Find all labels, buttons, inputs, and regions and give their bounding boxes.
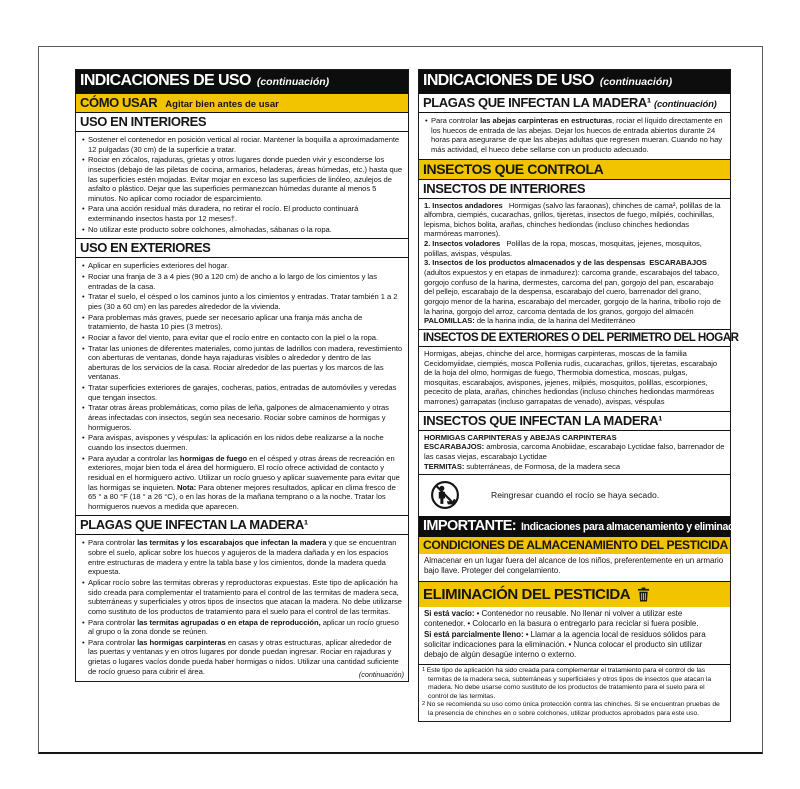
bullet-item: • Rociar a favor del viento, para evitar que el rocío entre en contacto con la piel o la ropa. bbox=[81, 333, 403, 343]
bullet-item: • Para controlar las termitas y los escarabajos que infectan la madera y que se encuentran sobre el suelo, aplicar sobre los huecos y agujeros de la madera dañada y en los espacios entre estructuras de madera y entre la tabla base y los cimientos, donde la madera queda expuesta. bbox=[81, 538, 403, 577]
bullet-item: • Tratar las uniones de diferentes materiales, como juntas de ladrillos con madera, revestimiento con aberturas de ventanas, donde haya rajaduras visibles o alrededor y dentro de las aberturas de los servicios de la casa. Rociar alrededor de las puertas y los marcos de las ventanas. bbox=[81, 344, 403, 383]
como-usar-bar bbox=[76, 93, 408, 112]
bullet-item: • Para avispas, avispones y véspulas: la aplicación en los nidos debe realizarse a la noche cuando los insectos duermen. bbox=[81, 433, 403, 452]
uso-interiores-bullets bbox=[76, 132, 408, 238]
eliminacion-text bbox=[419, 607, 730, 665]
page-title: INDICACIONES DE USO bbox=[80, 72, 251, 89]
plagas-cont-header-text: PLAGAS QUE INFECTAN LA MADERA¹ bbox=[423, 95, 651, 110]
text-paragraph: 1 Este tipo de aplicación ha sido creada para complementar el tratamiento para el control de las termitas de la madera seca, subterráneas y superficiales y otros tipos de insectos que atacan la madera. No debe usarse como sustituto de los productos de tratamiento para el suelo para el control de las termitas. bbox=[422, 667, 712, 700]
reentry-statement bbox=[419, 474, 730, 516]
section-header-insectos-exteriores: INSECTOS DE EXTERIORES O DEL PERIMETRO DEL HOGAR bbox=[419, 329, 730, 347]
text-paragraph: 2 No se recomienda su uso como única protección contra las chinches. Si se encuentran pruebas de la presencia de chinches en o sobre colchones, utilizar productos aprobados para este uso. bbox=[422, 701, 720, 717]
text-paragraph: PALOMILLAS: de la harina india, de la harina del Mediterráneo bbox=[424, 316, 636, 326]
eliminacion-header-text: ELIMINACIÓN DEL PESTICIDA bbox=[423, 585, 631, 603]
insectos-interiores-list bbox=[419, 199, 730, 329]
text-paragraph: 2. Insectos voladores Polillas de la ropa, moscas, mosquitas, jejenes, mosquitos, polillas, avispas, véspulas. bbox=[424, 239, 702, 258]
bullet-item: • Aplicar en superficies exteriores del hogar. bbox=[81, 261, 403, 271]
uso-exteriores-bullets bbox=[76, 258, 408, 515]
no-people-pets-icon bbox=[429, 479, 461, 511]
text-paragraph: 3. Insectos de los productos almacenados y de las despensas ESCARABAJOS (adultos expuestos y en etapas de inmadurez): carcoma grande, escarabajos del tabaco, gorgojo confuso de la harina, dermestes, carcoma del pan, gorgojo del pan, escarabajo del pellejo, escarabajo de la despensa, escarabajo del cuero, barrenador del grano, gorgojo menor de la harina, escarabajo del mercader, gorgojo de la harina, tribolio rojo de la harina, gorgojo del arroz, carcoma dentada de los granos, gorgojo del almacén bbox=[424, 258, 721, 316]
reentry-text: Reingresar cuando el rocío se haya secado. bbox=[491, 490, 660, 501]
section-header-insectos-interiores: INSECTOS DE INTERIORES bbox=[419, 179, 730, 199]
bullet-item: • Para una acción residual más duradera, no retirar el rocío. El producto continuará exterminando insectos hasta por 12 meses†. bbox=[81, 204, 403, 223]
text-paragraph: Almacenar en un lugar fuera del alcance de los niños, preferentemente en un armario bajo llave. Proteger del congelamiento. bbox=[424, 556, 724, 576]
plagas-madera-bullets bbox=[76, 535, 408, 680]
text-paragraph: TERMITAS: subterráneas, de Formosa, de la madera seca bbox=[424, 461, 620, 471]
bullet-item: • No utilizar este producto sobre colchones, almohadas, sábanas o la ropa. bbox=[81, 225, 403, 235]
label-outline bbox=[38, 46, 763, 754]
como-usar-subtext: Agitar bien antes de usar bbox=[165, 99, 279, 110]
title-continuation-right: (continuación) bbox=[599, 76, 673, 88]
insectos-exteriores-list bbox=[419, 347, 730, 411]
bullet-item: • Para controlar las termitas agrupadas o en etapa de reproducción, aplicar un rocío grueso al grupo o la zona donde se reúnen. bbox=[81, 618, 403, 637]
como-usar-label: CÓMO USAR bbox=[80, 95, 158, 110]
section-header-insectos-madera: INSECTOS QUE INFECTAN LA MADERA¹ bbox=[419, 411, 730, 431]
continuation-note: (continuación) bbox=[358, 670, 404, 680]
insectos-controla-bar: INSECTOS QUE CONTROLA bbox=[419, 159, 730, 179]
almacenamiento-text bbox=[419, 554, 730, 580]
bullet-item: • Para controlar las abejas carpinteras en estructuras, rociar el líquido directamente en los huecos de entrada de las abejas. Dejar los huecos de entrada abiertos durante 24 horas para asegurarse de que las abejas adultas que regresen mueran. Cuando no hay más actividad, el hueco debe sellarse con un producto adecuado. bbox=[424, 116, 725, 155]
right-column bbox=[418, 69, 749, 722]
eliminacion-header bbox=[419, 581, 730, 607]
section-header-plagas-madera: PLAGAS QUE INFECTAN LA MADERA¹ bbox=[76, 515, 408, 535]
bullet-item: • Tratar otras áreas problemáticas, como pilas de leña, galpones de almacenamiento y otras áreas infectadas con insectos, según sea necesario. Rociar sobre caminos de hormigas y hormigueros. bbox=[81, 403, 403, 432]
insectos-madera-list bbox=[419, 431, 730, 475]
right-title-bar bbox=[419, 70, 730, 93]
text-paragraph: 1. Insectos andadores Hormigas (salvo las faraonas), chinches de cama², polillas de la alfombra, ciempiés, cucarachas, grillos, tijeretas, insectos de fuego, milpiés, cochinillas, lepisma, bichos bolita, arañas, chinches hediondas (incluso chinches hediondas marmóreas marrones). bbox=[424, 200, 721, 239]
bullet-item: • Rociar en zócalos, rajaduras, grietas y otros lugares donde pueden vivir y esconderse los insectos (debajo de las piletas de cocina, armarios, heladeras, áreas húmedas, etc.) hasta que las superficies estén mojadas. Evitar mojar en exceso las superficies de linóleo, azulejos de asfalto o plástico. Dejar que las superficies permanezcan húmedas durante al menos 5 minutos. No aplicar como rociador de esparcimiento. bbox=[81, 155, 403, 203]
left-title-bar bbox=[76, 70, 408, 93]
bullet-item: • Aplicar rocío sobre las termitas obreras y reproductoras expuestas. Este tipo de aplicación ha sido creada para complementar el tratamiento para el control de las termitas de madera seca, subterráneas y superficiales y otros tipos de insectos que atacan la madera. No debe utilizarse como sustituto de los productos de tratamiento para el suelo para el control de las termitas. bbox=[81, 578, 403, 617]
almacenamiento-header: CONDICIONES DE ALMACENAMIENTO DEL PESTICIDA bbox=[419, 537, 730, 554]
text-paragraph: Hormigas, abejas, chinche del arce, hormigas carpinteras, moscas de la familia Cecidomyiidae, ciempiés, mosca Pollenia rudis, cucarachas, grillos, tijeretas, escarabajo de la hoja del olmo, hormigas de fuego, Thermobia domestica, moscas, pulgas, mosquitas, escarabajos, avispones, jejenes, milpiés, mosquitos, polillas, escorpiones, pececito de plata, arañas, chinches hediondas (incluso chinches hediondas marmóreas marrones) garrapatas (incluso garrapatas de venado), avispas, véspulas bbox=[424, 348, 718, 407]
text-paragraph: ESCARABAJOS: ambrosia, carcoma Anobiidae, escarabajo Lyctidae falso, barrenador de las casas viejas, escarabajo Lyctidae bbox=[424, 442, 725, 462]
title-continuation: (continuación) bbox=[256, 76, 330, 88]
left-column bbox=[75, 69, 409, 682]
bullet-item: • Para ayudar a controlar las hormigas de fuego en el césped y otras áreas de recreación en exteriores, mojar bien toda el área del hormiguero. El rocío ofrece actividad de contacto y residual en el hormiguero activo. Utilizar un rocío grueso y aplicar suavemente para evitar que las hormigas se inquieten. Nota: Para obtener mejores resultados, aplicar en clima fresco de 65 ° a 80 °F (18 ° a 26 °C), o en las horas de la mañana temprano o a la noche. Tratar los hormigueros nuevos a medida que aparecen. bbox=[81, 454, 403, 512]
bullet-item: • Para controlar las hormigas carpinteras en casas y otras estructuras, aplicar alrededor de las puertas y ventanas y en otros lugares por donde puedan ingresar. Rociar en rajaduras y grietas o lugares vacíos donde pueda haber hormigas o nidos. Utilizar una cantidad suficiente de rocío grueso para cubrir el área. bbox=[81, 638, 403, 677]
section-header-plagas-madera-cont bbox=[419, 93, 730, 113]
bullet-item: • Rociar una franja de 3 a 4 pies (90 a 120 cm) de ancho a lo largo de los cimientos y las entradas de la casa. bbox=[81, 272, 403, 291]
section-header-uso-interiores: USO EN INTERIORES bbox=[76, 112, 408, 132]
importante-text: Indicaciones para almacenamiento y eliminación bbox=[521, 521, 749, 534]
importante-label: IMPORTANTE: bbox=[423, 518, 517, 535]
importante-bar bbox=[419, 516, 749, 537]
bullet-item: • Tratar superficies exteriores de garajes, cocheras, patios, entradas de automóviles y veredas que tengan insectos. bbox=[81, 383, 403, 402]
page-title-right: INDICACIONES DE USO bbox=[423, 72, 594, 89]
plagas-cont-bullets bbox=[419, 113, 730, 159]
trash-icon bbox=[637, 587, 650, 602]
section-header-uso-exteriores: USO EN EXTERIORES bbox=[76, 238, 408, 258]
text-paragraph: Si está parcialmente lleno: • Llamar a la agencia local de residuos sólidos para solicitar indicaciones para la eliminación. • Nunca colocar el producto sin utilizar debajo de algún desagüe interno o externo. bbox=[424, 629, 706, 660]
text-paragraph: HORMIGAS CARPINTERAS y ABEJAS CARPINTERAS bbox=[424, 432, 617, 442]
bullet-item: • Tratar el suelo, el césped o los caminos junto a los cimientos y entradas. Tratar también 1 a 2 pies (30 a 60 cm) en las paredes alrededor de la vivienda. bbox=[81, 292, 403, 311]
bullet-item: • Sostener el contenedor en posición vertical al rociar. Mantener la boquilla a aproximadamente 12 pulgadas (30 cm) de la superficie a tratar. bbox=[81, 135, 403, 154]
plagas-cont-header-cont: (continuación) bbox=[654, 99, 717, 110]
footnotes bbox=[419, 664, 730, 721]
text-paragraph: Si está vacío: • Contenedor no reusable. No llenar ni volver a utilizar este contenedor. • Colocarlo en la basura o entregarlo para reciclar si fuera posible. bbox=[424, 608, 699, 628]
bullet-item: • Para problemas más graves, puede ser necesario aplicar una franja más ancha de tratamiento, de hasta 10 pies (3 metros). bbox=[81, 313, 403, 332]
